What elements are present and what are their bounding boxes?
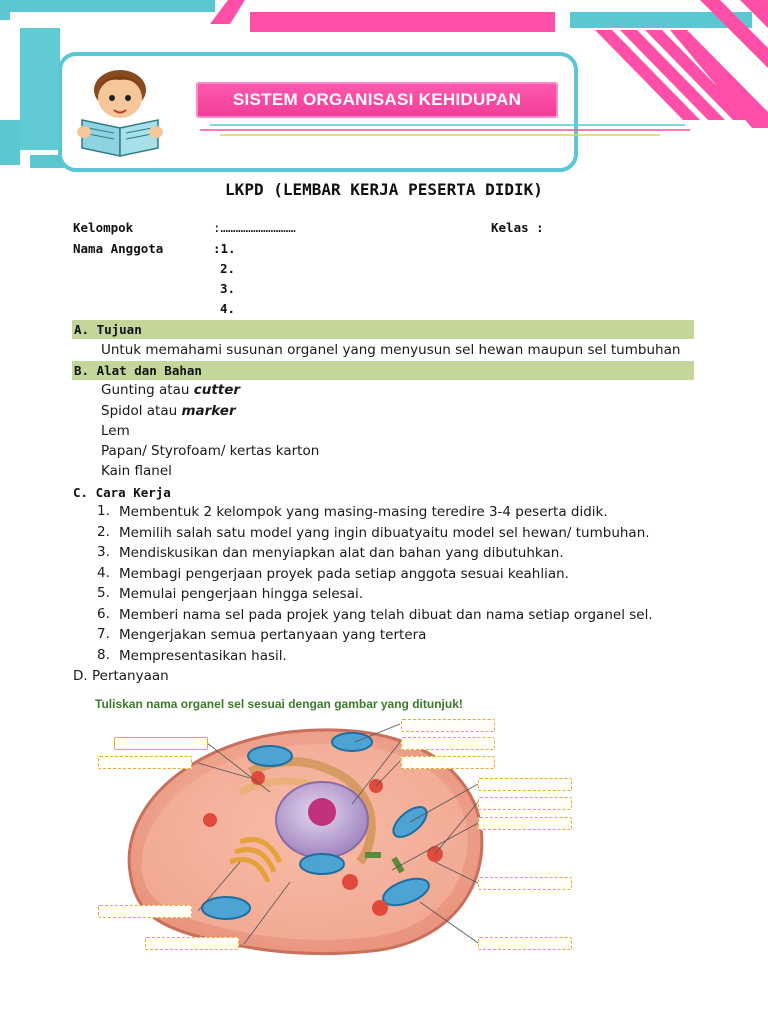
step-number: 4.: [97, 565, 110, 581]
alat-item: Kain flanel: [101, 463, 172, 479]
alat-item: Lem: [101, 423, 130, 439]
answer-label-box[interactable]: [98, 905, 192, 918]
step-number: 5.: [97, 585, 110, 601]
kelompok-value: :…………………………: [213, 220, 296, 235]
step-text: Memulai pengerjaan hingga selesai.: [119, 586, 364, 602]
step-text: Mempresentasikan hasil.: [119, 648, 287, 664]
answer-label-box[interactable]: [114, 737, 208, 750]
step-text: Membagi pengerjaan proyek pada setiap anggota sesuai keahlian.: [119, 566, 569, 582]
answer-label-box[interactable]: [478, 877, 572, 890]
answer-label-box[interactable]: [98, 756, 192, 769]
anggota-label: Nama Anggota: [73, 241, 164, 256]
answer-label-box[interactable]: [478, 778, 572, 791]
step-number: 2.: [97, 524, 110, 540]
answer-label-box[interactable]: [478, 937, 572, 950]
step-number: 3.: [97, 544, 110, 560]
step-text: Memberi nama sel pada projek yang telah dibuat dan nama setiap organel sel.: [119, 607, 653, 623]
alat-item: Gunting atau cutter: [101, 382, 241, 398]
alat-item: Papan/ Styrofoam/ kertas karton: [101, 443, 320, 459]
answer-label-box[interactable]: [401, 737, 495, 750]
answer-label-box[interactable]: [145, 937, 239, 950]
step-number: 8.: [97, 647, 110, 663]
answer-label-box[interactable]: [478, 817, 572, 830]
step-text: Memilih salah satu model yang ingin dibuatyaitu model sel hewan/ tumbuhan.: [119, 525, 650, 541]
section-heading-pertanyaan: D. Pertanyaan: [73, 668, 169, 684]
answer-label-box[interactable]: [401, 756, 495, 769]
step-number: 1.: [97, 503, 110, 519]
reading-child-illustration: [72, 62, 182, 162]
step-text: Membentuk 2 kelompok yang masing-masing teredire 3-4 peserta didik.: [119, 504, 608, 520]
section-heading-alat: B. Alat dan Bahan: [72, 361, 694, 380]
step-number: 6.: [97, 606, 110, 622]
step-number: 7.: [97, 626, 110, 642]
step-text: Mendiskusikan dan menyiapkan alat dan bahan yang dibutuhkan.: [119, 545, 564, 561]
anggota-item: 2.: [220, 261, 236, 276]
banner-underlines: [190, 120, 700, 140]
anggota-item: 4.: [220, 301, 236, 316]
answer-label-box[interactable]: [478, 797, 572, 810]
tujuan-text: Untuk memahami susunan organel yang menyusun sel hewan maupun sel tumbuhan: [101, 342, 681, 358]
alat-item: Spidol atau marker: [101, 403, 236, 419]
anggota-item: 3.: [220, 281, 236, 296]
anggota-item: :1.: [213, 241, 236, 256]
banner-title: SISTEM ORGANISASI KEHIDUPAN: [196, 82, 558, 118]
kelompok-label: Kelompok: [73, 220, 134, 235]
kelas-label: Kelas :: [491, 220, 544, 235]
section-heading-tujuan: A. Tujuan: [72, 320, 694, 339]
answer-label-box[interactable]: [401, 719, 495, 732]
document-title: LKPD (LEMBAR KERJA PESERTA DIDIK): [225, 180, 543, 199]
step-text: Mengerjakan semua pertanyaan yang tertera: [119, 627, 427, 643]
section-heading-cara: C. Cara Kerja: [73, 485, 171, 500]
question-instruction: Tuliskan nama organel sel sesuai dengan gambar yang ditunjuk!: [95, 697, 463, 711]
